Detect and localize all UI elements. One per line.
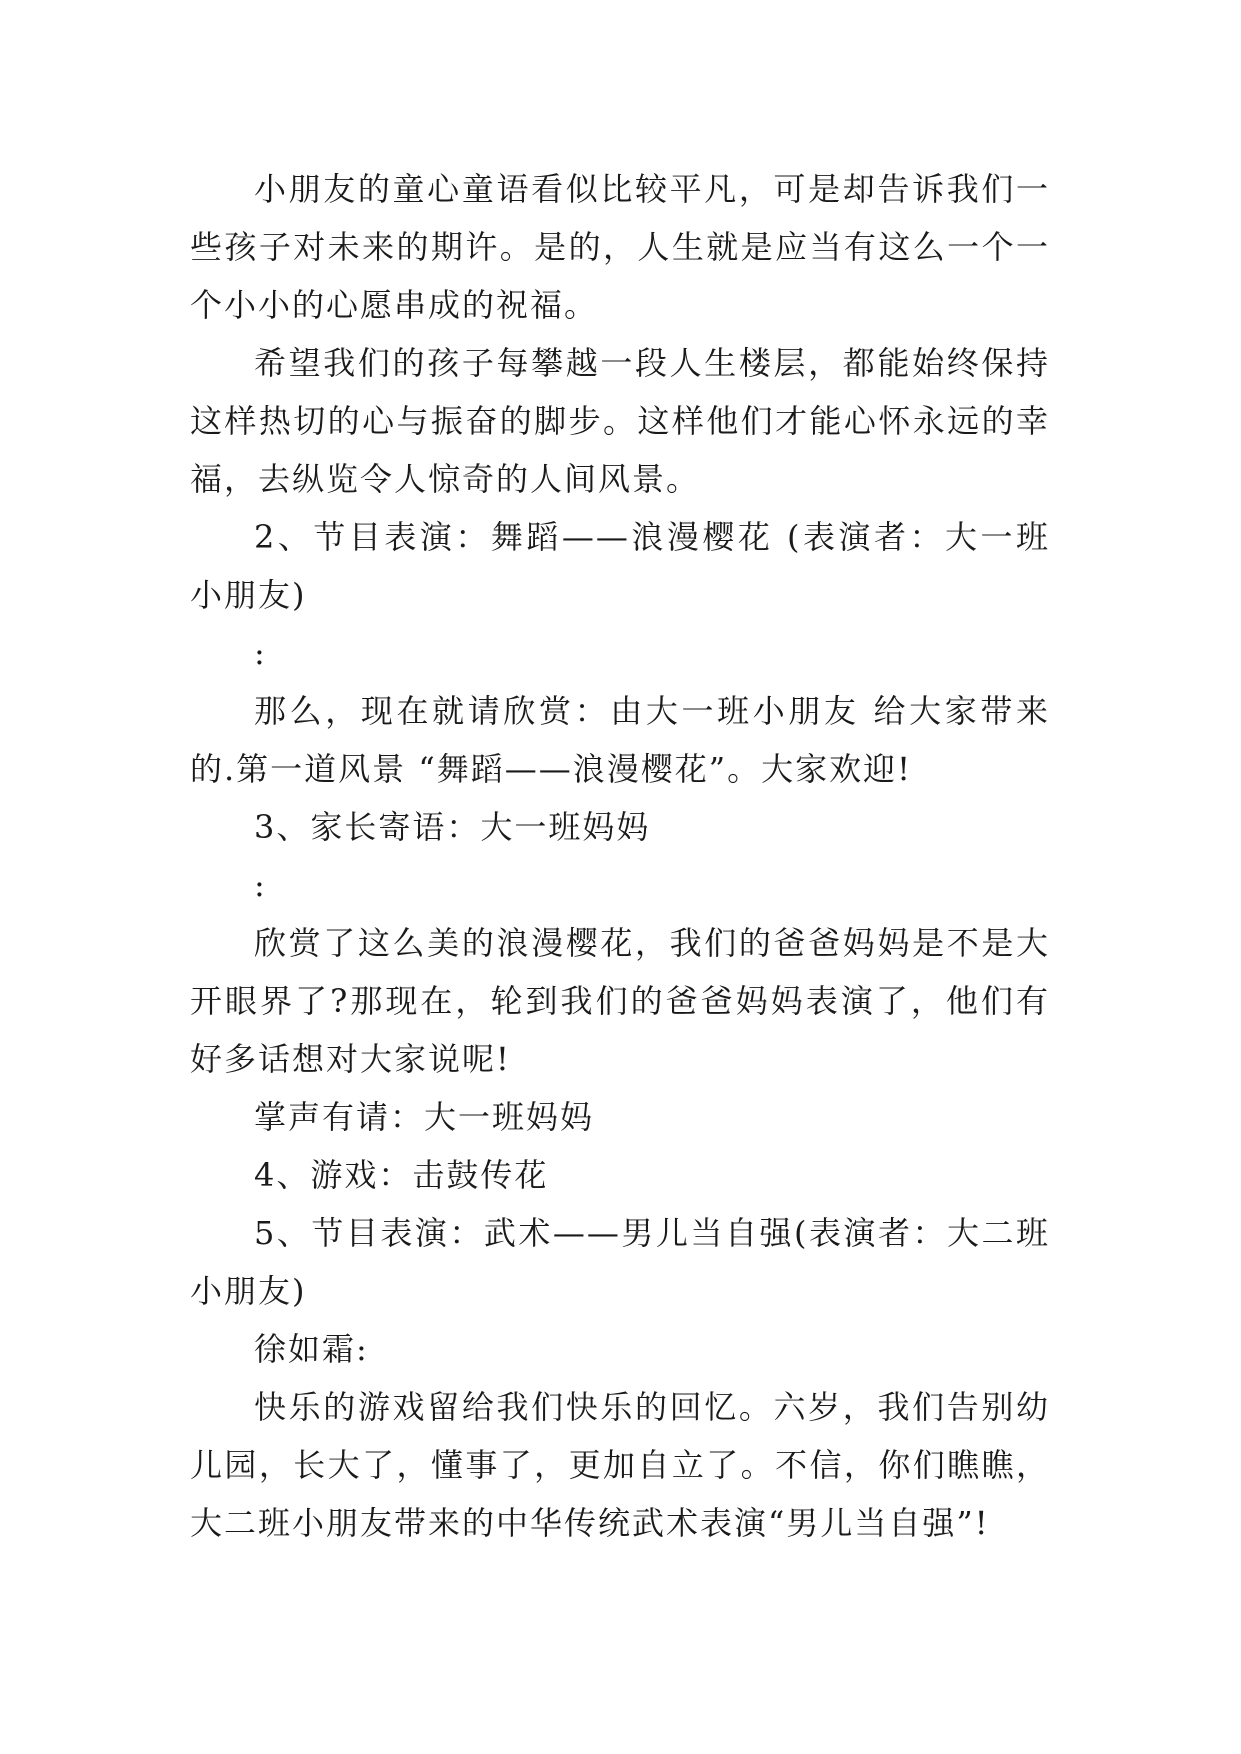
- program-item: 4、游戏：击鼓传花: [254, 1156, 549, 1194]
- paragraph: 那么，现在就请欣赏：由大一班小朋友 给大家带来的.第一道风景 “舞蹈——浪漫樱花”。大家欢迎!: [190, 692, 1050, 788]
- paragraph: 小朋友的童心童语看似比较平凡，可是却告诉我们一些孩子对未来的期许。是的，人生就是应当有这么一个一个小小的心愿串成的祝福。: [190, 170, 1050, 324]
- document-body: [190, 160, 1050, 1552]
- paragraph: 快乐的游戏留给我们快乐的回忆。六岁，我们告别幼儿园，长大了，懂事了，更加自立了。不信，你们瞧瞧，大二班小朋友带来的中华传统武术表演“男儿当自强”!: [190, 1388, 1050, 1542]
- paragraph: 掌声有请：大一班妈妈: [254, 1098, 595, 1136]
- speaker-label: :: [254, 866, 267, 904]
- program-item: 5、节目表演：武术——男儿当自强(表演者：大二班小朋友): [190, 1214, 1050, 1310]
- program-item: 2、节目表演：舞蹈——浪漫樱花 (表演者：大一班小朋友): [190, 518, 1050, 614]
- paragraph: 希望我们的孩子每攀越一段人生楼层，都能始终保持这样热切的心与振奋的脚步。这样他们才能心怀永远的幸福，去纵览令人惊奇的人间风景。: [190, 344, 1050, 498]
- program-item: 3、家长寄语：大一班妈妈: [254, 808, 651, 846]
- paragraph: 欣赏了这么美的浪漫樱花，我们的爸爸妈妈是不是大开眼界了?那现在，轮到我们的爸爸妈妈表演了，他们有好多话想对大家说呢!: [190, 924, 1050, 1078]
- speaker-label: :: [254, 634, 267, 672]
- speaker-label: 徐如霜:: [254, 1330, 369, 1368]
